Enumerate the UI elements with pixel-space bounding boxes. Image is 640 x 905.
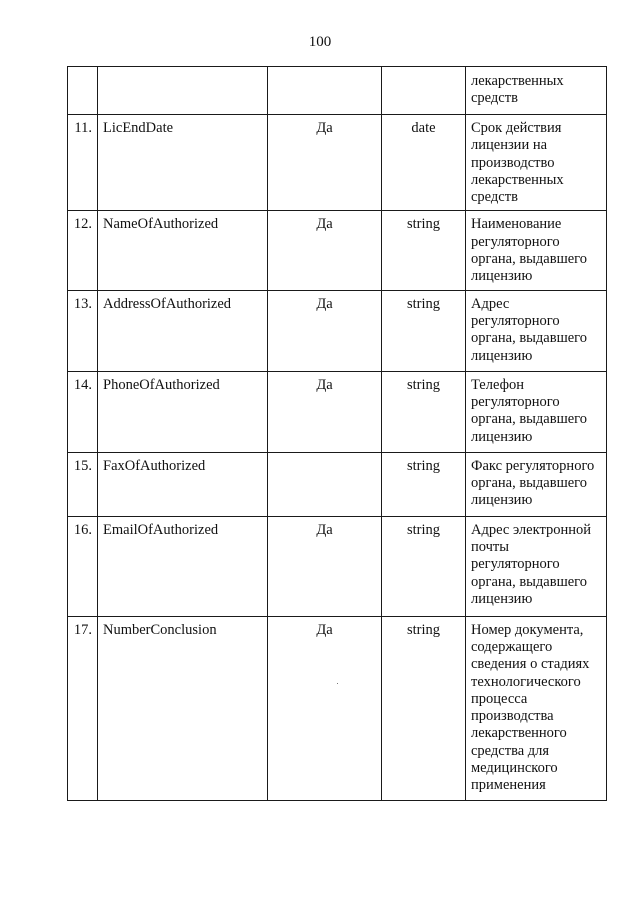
description-line: почты bbox=[471, 538, 510, 555]
field-name-cell: NameOfAuthorized bbox=[98, 211, 268, 290]
table-row bbox=[68, 290, 607, 371]
description-line: лицензию bbox=[471, 492, 533, 509]
description-line: Телефон bbox=[471, 376, 524, 393]
table-row bbox=[68, 452, 607, 516]
table-row bbox=[68, 371, 607, 452]
description-line: регуляторного bbox=[471, 556, 560, 573]
type-cell: string bbox=[382, 452, 466, 516]
required-cell bbox=[268, 67, 382, 115]
table-row bbox=[68, 616, 607, 800]
description-cell bbox=[466, 452, 607, 516]
page-number: 100 bbox=[308, 34, 332, 50]
description-line: Адрес электронной bbox=[471, 521, 591, 538]
description-line: регуляторного bbox=[471, 312, 560, 329]
description-line: сведения о стадиях bbox=[471, 656, 590, 673]
type-cell: string bbox=[382, 371, 466, 452]
description-line: применения bbox=[471, 777, 546, 794]
description-line: лицензию bbox=[471, 268, 533, 285]
description-line: лицензию bbox=[471, 347, 533, 364]
description-line: лекарственного bbox=[471, 725, 567, 742]
field-name-cell: FaxOfAuthorized bbox=[98, 452, 268, 516]
description-line: регуляторного bbox=[471, 233, 560, 250]
description-line: Адрес bbox=[471, 295, 510, 312]
field-name-cell: PhoneOfAuthorized bbox=[98, 371, 268, 452]
row-number-cell: 16. bbox=[68, 516, 98, 616]
description-line: производства bbox=[471, 708, 554, 725]
description-cell bbox=[466, 516, 607, 616]
description-cell bbox=[466, 115, 607, 211]
description-line: лицензию bbox=[471, 590, 533, 607]
description-cell bbox=[466, 290, 607, 371]
description-line: производство bbox=[471, 154, 555, 171]
description-line: средств bbox=[471, 90, 518, 107]
scan-speck bbox=[337, 683, 338, 684]
required-cell: Да bbox=[268, 616, 382, 800]
field-name-cell: EmailOfAuthorized bbox=[98, 516, 268, 616]
type-cell bbox=[382, 67, 466, 115]
description-line: лицензию bbox=[471, 428, 533, 445]
description-line: Срок действия bbox=[471, 120, 562, 136]
type-cell: string bbox=[382, 616, 466, 800]
field-spec-table bbox=[67, 66, 607, 801]
required-cell bbox=[268, 452, 382, 516]
description-line: лекарственных bbox=[471, 73, 564, 89]
row-number-cell: 13. bbox=[68, 290, 98, 371]
description-line: технологического bbox=[471, 673, 581, 690]
description-line: лицензии на bbox=[471, 137, 548, 154]
description-line: лекарственных bbox=[471, 171, 564, 188]
row-number-cell: 15. bbox=[68, 452, 98, 516]
field-name-cell: AddressOfAuthorized bbox=[98, 290, 268, 371]
row-number-cell: 12. bbox=[68, 211, 98, 290]
required-cell: Да bbox=[268, 371, 382, 452]
field-name-cell bbox=[98, 67, 268, 115]
type-cell: string bbox=[382, 211, 466, 290]
description-line: содержащего bbox=[471, 638, 553, 655]
description-line: органа, выдавшего bbox=[471, 330, 588, 347]
table-row bbox=[68, 211, 607, 290]
description-cell bbox=[466, 616, 607, 800]
description-line: Наименование bbox=[471, 216, 562, 233]
field-name-cell: NumberConclusion bbox=[98, 616, 268, 800]
description-cell bbox=[466, 211, 607, 290]
description-line: средств bbox=[471, 189, 518, 206]
description-cell bbox=[466, 371, 607, 452]
table-row bbox=[68, 115, 607, 211]
description-line: средства для bbox=[471, 742, 550, 759]
description-line: органа, выдавшего bbox=[471, 573, 588, 590]
description-line: органа, выдавшего bbox=[471, 411, 588, 428]
description-line: Факс регуляторного bbox=[471, 457, 595, 474]
row-number-cell: 14. bbox=[68, 371, 98, 452]
row-number-cell bbox=[68, 67, 98, 115]
row-number-cell: 11. bbox=[68, 115, 98, 211]
description-line: органа, выдавшего bbox=[471, 474, 588, 491]
description-cell bbox=[466, 67, 607, 115]
type-cell: date bbox=[382, 115, 466, 211]
description-line: процесса bbox=[471, 690, 528, 707]
description-line: медицинского bbox=[471, 760, 558, 777]
row-number-cell: 17. bbox=[68, 616, 98, 800]
table-row-continued bbox=[68, 67, 607, 115]
table-row bbox=[68, 516, 607, 616]
description-line: органа, выдавшего bbox=[471, 251, 588, 268]
required-cell: Да bbox=[268, 290, 382, 371]
required-cell: Да bbox=[268, 115, 382, 211]
required-cell: Да bbox=[268, 211, 382, 290]
description-line: регуляторного bbox=[471, 393, 560, 410]
field-name-cell: LicEndDate bbox=[98, 115, 268, 211]
type-cell: string bbox=[382, 516, 466, 616]
required-cell: Да bbox=[268, 516, 382, 616]
type-cell: string bbox=[382, 290, 466, 371]
description-line: Номер документа, bbox=[471, 621, 584, 638]
